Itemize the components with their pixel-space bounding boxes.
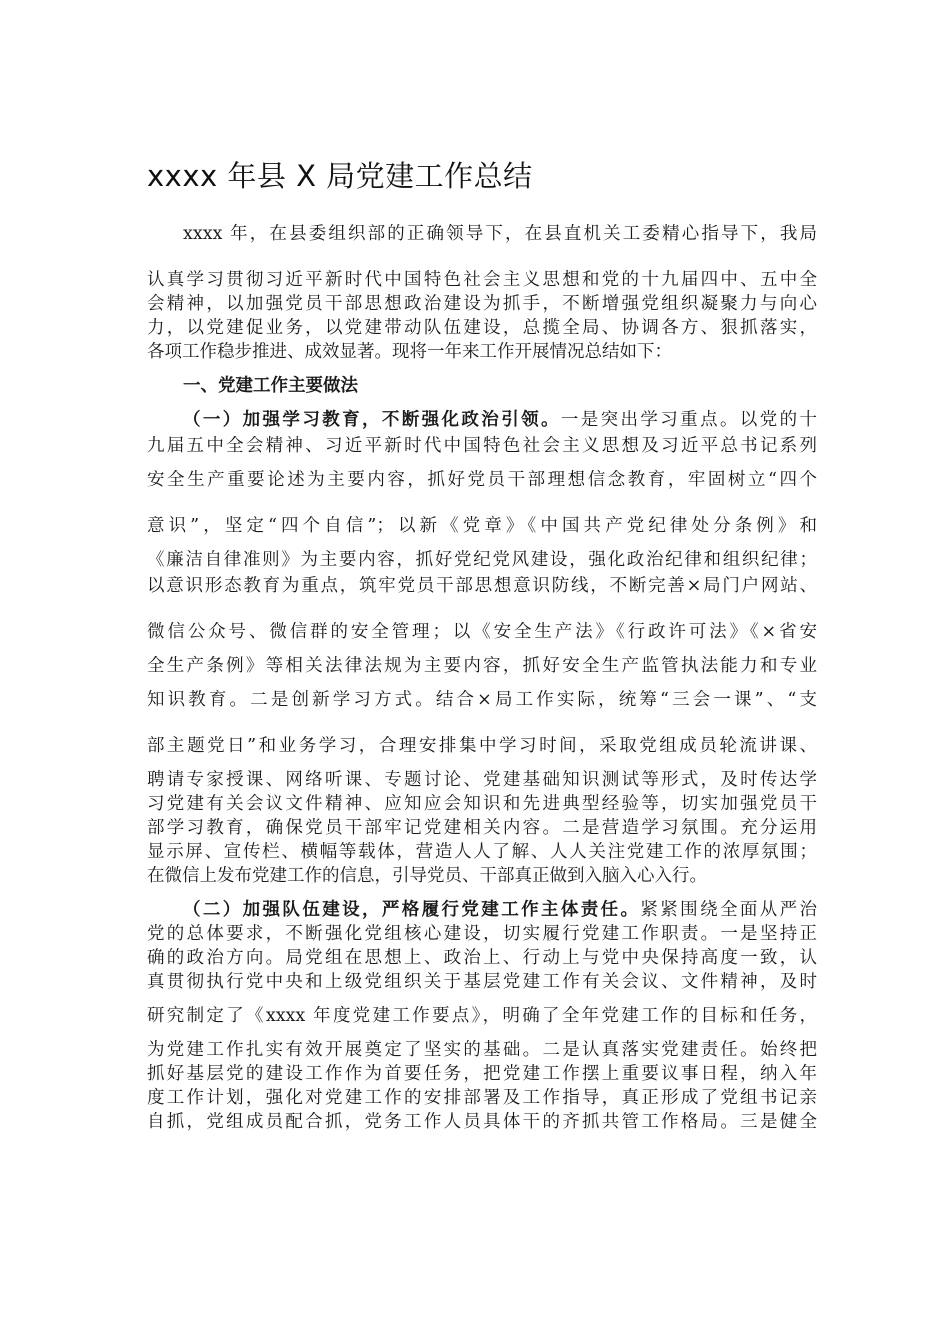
text-segment: 度工作计划，强化对党建工作的安排部署及工作指导，真正形成了党组书记亲 xyxy=(147,1088,817,1108)
body-text-line xyxy=(147,1062,817,1086)
body-text-line xyxy=(147,548,817,572)
text-segment: 力，以党建促业务，以党建带动队伍建设，总揽全局、协调各方、狠抓落实， xyxy=(147,318,817,338)
text-segment: 党的总体要求，不断强化党组核心建设，切实履行党建工作职责。一是坚持正 xyxy=(147,924,817,944)
body-text-line xyxy=(147,408,817,432)
body-text-line xyxy=(147,970,817,994)
text-segment: 全生产条例》等相关法律法规为主要内容，抓好安全生产监管执法能力和专业 xyxy=(147,656,817,676)
body-text-line xyxy=(147,734,817,758)
text-segment: 微信公众号、微信群的安全管理；以《安全生产法》《行政许可法》《×省安 xyxy=(147,622,817,642)
body-text-line xyxy=(147,840,817,864)
text-segment: 聘请专家授课、网络听课、专题讨论、党建基础知识测试等形式，及时传达学 xyxy=(147,770,817,790)
text-segment: 部主题党日”和业务学习，合理安排集中学习时间，采取党组成员轮流讲课、 xyxy=(147,736,817,756)
body-text-line xyxy=(147,434,817,458)
body-text-line xyxy=(147,864,817,888)
text-segment: 真贯彻执行党中央和上级党组织关于基层党建工作有关会议、文件精神，及时 xyxy=(147,972,817,992)
body-text-line xyxy=(147,792,817,816)
document-title: xxxx 年县 X 局党建工作总结 xyxy=(147,159,533,193)
body-text-line xyxy=(147,292,817,316)
body-text-line xyxy=(147,922,817,946)
text-segment: 知识教育。二是创新学习方式。结合×局工作实际，统筹“三会一课”、“支 xyxy=(147,690,817,710)
section-heading xyxy=(147,374,817,398)
document-body xyxy=(147,222,817,1134)
body-text-line xyxy=(147,1110,817,1134)
body-text-line xyxy=(147,340,817,364)
text-segment: 自抓，党组成员配合抓，党务工作人员具体干的齐抓共管工作格局。三是健全 xyxy=(147,1112,817,1132)
bold-phrase: 一、党建工作主要做法 xyxy=(183,376,358,396)
text-segment: 习党建有关会议文件精神、应知应会知识和先进典型经验等，切实加强党员干 xyxy=(147,794,817,814)
body-text-line xyxy=(147,898,817,922)
body-text-line xyxy=(147,574,817,598)
body-text-line xyxy=(147,222,817,246)
body-text-line xyxy=(147,316,817,340)
text-segment: 认真学习贯彻习近平新时代中国特色社会主义思想和党的十九届四中、五中全 xyxy=(147,270,817,290)
text-segment: 安全生产重要论述为主要内容，抓好党员干部理想信念教育，牢固树立“四个 xyxy=(147,470,817,490)
text-segment: 部学习教育，确保党员干部牢记党建相关内容。二是营造学习氛围。充分运用 xyxy=(147,818,817,838)
body-text-line xyxy=(147,816,817,840)
body-text-line xyxy=(147,1004,817,1028)
text-segment: 九届五中全会精神、习近平新时代中国特色社会主义思想及习近平总书记系列 xyxy=(147,436,817,456)
text-segment: 紧紧围绕全面从严治 xyxy=(640,900,817,920)
text-segment: 意识”，坚定“四个自信”；以新《党章》《中国共产党纪律处分条例》和 xyxy=(147,516,817,536)
text-segment: 研究制定了《xxxx 年度党建工作要点》，明确了全年党建工作的目标和任务， xyxy=(147,1006,817,1026)
bold-phrase: （二）加强队伍建设，严格履行党建工作主体责任。 xyxy=(183,900,641,920)
text-segment: 《廉洁自律准则》为主要内容，抓好党纪党风建设，强化政治纪律和组织纪律； xyxy=(147,550,817,570)
body-text-line xyxy=(147,620,817,644)
body-text-line xyxy=(147,688,817,712)
body-text-line xyxy=(147,946,817,970)
bold-phrase: （一）加强学习教育，不断强化政治引领。 xyxy=(183,410,561,430)
text-segment: 会精神，以加强党员干部思想政治建设为抓手，不断增强党组织凝聚力与向心 xyxy=(147,294,817,314)
text-segment: 为党建工作扎实有效开展奠定了坚实的基础。二是认真落实党建责任。始终把 xyxy=(147,1040,817,1060)
text-segment: 在微信上发布党建工作的信息，引导党员、干部真正做到入脑入心入行。 xyxy=(147,866,707,886)
body-text-line xyxy=(147,768,817,792)
text-segment: 以意识形态教育为重点，筑牢党员干部思想意识防线，不断完善×局门户网站、 xyxy=(147,576,817,596)
body-text-line xyxy=(147,1086,817,1110)
body-text-line xyxy=(147,654,817,678)
text-segment: 各项工作稳步推进、成效显著。现将一年来工作开展情况总结如下： xyxy=(147,342,672,362)
text-segment: 一是突出学习重点。以党的十 xyxy=(560,410,817,430)
text-segment: 确的政治方向。局党组在思想上、政治上、行动上与党中央保持高度一致，认 xyxy=(147,948,817,968)
body-text-line xyxy=(147,514,817,538)
body-text-line xyxy=(147,1038,817,1062)
body-text-line xyxy=(147,468,817,492)
body-text-line xyxy=(147,268,817,292)
text-segment: 抓好基层党的建设工作作为首要任务，把党建工作摆上重要议事日程，纳入年 xyxy=(147,1064,817,1084)
text-segment: 显示屏、宣传栏、横幅等载体，营造人人了解、人人关注党建工作的浓厚氛围； xyxy=(147,842,817,862)
text-segment: xxxx 年，在县委组织部的正确领导下，在县直机关工委精心指导下，我局 xyxy=(183,224,817,244)
